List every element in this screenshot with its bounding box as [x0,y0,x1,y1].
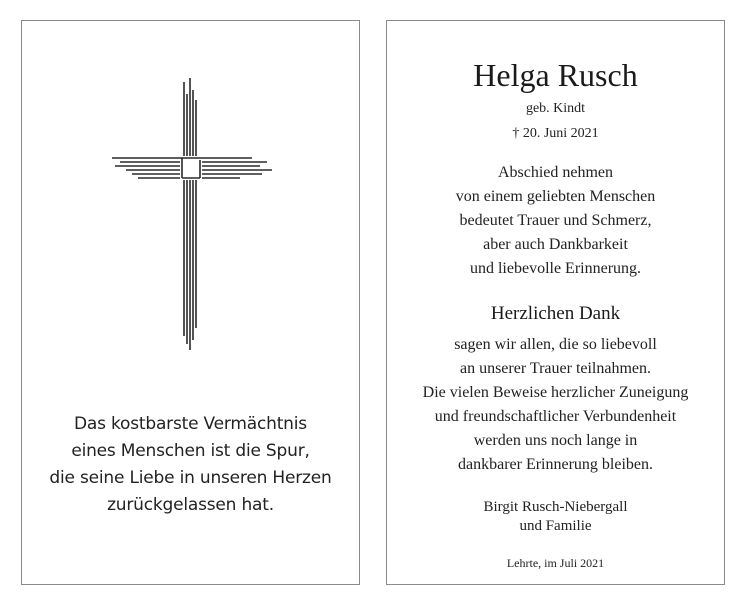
deceased-name: Helga Rusch [473,57,638,93]
poem-line: und liebevolle Erinnerung. [469,260,642,277]
maiden-name: geb. Kindt [525,101,586,116]
signature-line: und Familie [519,518,592,534]
signature [387,498,724,536]
verse-line: Das kostbarste Vermächtnis [74,414,307,434]
memorial-verse [22,411,359,519]
right-card [386,20,725,585]
thanks-line: sagen wir allen, die so liebevoll [454,336,657,353]
thanks-line: werden uns noch lange in [473,432,638,449]
verse-line: die seine Liebe in unseren Herzen [49,468,332,488]
farewell-poem [387,161,724,281]
poem-line: von einem geliebten Menschen [455,188,656,205]
signature-line: Birgit Rusch-Niebergall [483,499,628,515]
cross-icon [112,78,272,378]
death-date: † 20. Juni 2021 [512,126,599,141]
verse-line: zurückgelassen hat. [107,495,274,515]
left-card [21,20,360,585]
thanks-line: und freundschaftlicher Verbundenheit [434,408,677,425]
thanks-line: dankbarer Erinnerung bleiben. [457,456,654,473]
thanks-line: Die vielen Beweise herzlicher Zuneigung [422,384,689,401]
poem-line: aber auch Dankbarkeit [483,236,628,253]
thanks-line: an unserer Trauer teilnahmen. [459,360,652,377]
thanks-text [387,333,724,477]
poem-line: Abschied nehmen [497,164,614,181]
place-date: Lehrte, im Juli 2021 [506,556,605,570]
poem-line: bedeutet Trauer und Schmerz, [459,212,652,229]
verse-line: eines Menschen ist die Spur, [71,441,310,461]
thanks-heading: Herzlichen Dank [490,303,621,324]
